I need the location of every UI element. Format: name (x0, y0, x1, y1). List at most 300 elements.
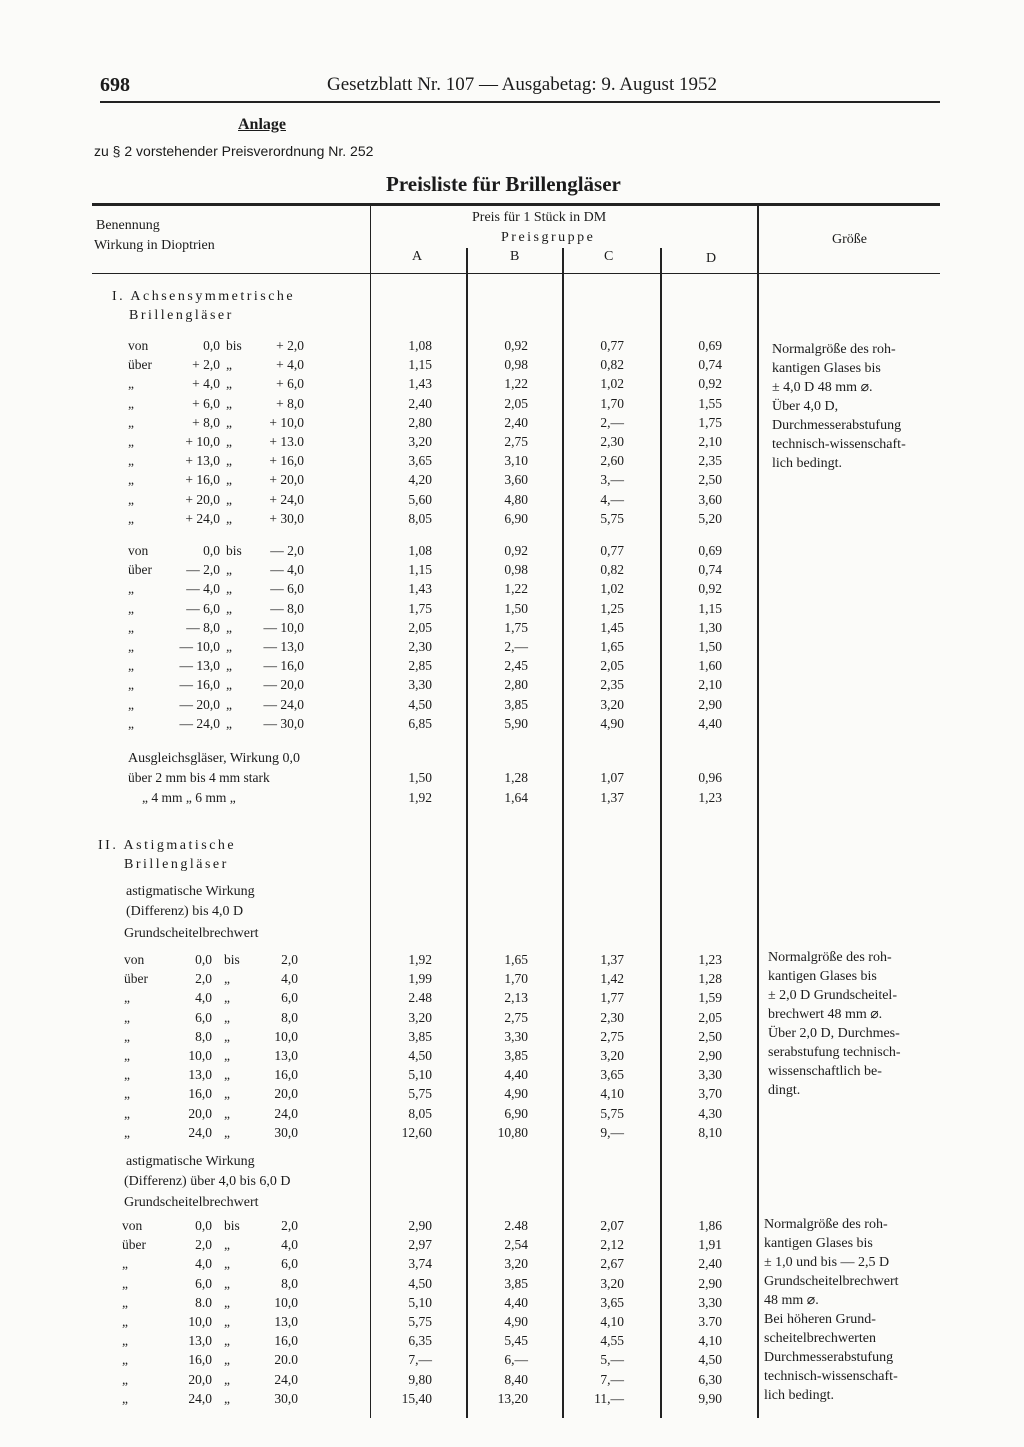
range-from: + 2,0 (192, 357, 220, 373)
range-mid: „ (224, 971, 230, 987)
price-cell: 0,74 (698, 357, 722, 373)
note-line: wissenschaftlich be- (768, 1064, 882, 1079)
col-header-c: C (604, 249, 614, 264)
price-cell: 1,64 (504, 789, 528, 805)
table-header-rule (92, 273, 940, 274)
price-cell: 5,10 (408, 1067, 432, 1083)
price-cell: 5,75 (600, 1105, 624, 1121)
price-cell: 1,45 (600, 619, 624, 635)
price-cell: 0,82 (600, 357, 624, 373)
price-cell: 1,92 (408, 789, 432, 805)
price-cell: 2,— (600, 414, 624, 430)
range-mid: „ (224, 1390, 230, 1406)
range-to: 8,0 (281, 1275, 298, 1291)
price-cell: 3,30 (408, 677, 432, 693)
note-line: Grundscheitelbrechwert (764, 1274, 899, 1289)
range-to: + 30,0 (269, 510, 304, 526)
price-cell: 2,54 (504, 1237, 528, 1253)
range-mid: „ (224, 1294, 230, 1310)
range-prefix: „ (124, 1105, 130, 1121)
range-to: 30,0 (274, 1390, 298, 1406)
range-prefix: „ (128, 453, 134, 469)
price-cell: 2,07 (600, 1218, 624, 1233)
range-from: — 2,0 (186, 562, 220, 578)
range-from: 20,0 (188, 1371, 212, 1387)
price-cell: 7,— (408, 1352, 432, 1368)
price-cell: 4,55 (600, 1333, 624, 1349)
range-prefix: „ (128, 619, 134, 635)
range-to: + 6,0 (276, 376, 304, 392)
range-prefix: „ (124, 1124, 130, 1140)
price-cell: 2,10 (698, 434, 722, 449)
range-mid: „ (224, 1371, 230, 1387)
price-cell: 8,05 (408, 1105, 432, 1121)
range-mid: „ (226, 453, 232, 469)
price-cell: 1,92 (408, 952, 432, 967)
note-line: serabstufung technisch- (768, 1045, 901, 1060)
range-mid: „ (226, 491, 232, 507)
price-cell: 6,85 (408, 715, 432, 731)
range-to: 20.0 (274, 1352, 298, 1368)
range-prefix: „ (122, 1390, 128, 1406)
price-cell: 3,65 (600, 1294, 624, 1310)
col-header-d: D (706, 251, 717, 266)
range-to: + 10,0 (269, 414, 304, 430)
document-title: Preisliste für Brillengläser (386, 172, 621, 196)
range-from: + 4,0 (192, 376, 220, 392)
range-to: 2,0 (281, 1218, 298, 1233)
range-from: 13,0 (188, 1067, 212, 1083)
range-from: — 16,0 (179, 677, 220, 693)
price-cell: 1,42 (600, 971, 624, 987)
price-cell: 0,98 (504, 562, 528, 578)
price-cell: 1,50 (698, 639, 722, 654)
price-cell: 3,20 (600, 1048, 624, 1063)
col-header-price: Preis für 1 Stück in DM (472, 210, 607, 225)
range-mid: „ (224, 1275, 230, 1291)
range-to: + 16,0 (269, 453, 304, 469)
price-cell: 4,40 (504, 1067, 528, 1083)
groupA-label-2: (Differenz) bis 4,0 D (126, 904, 244, 919)
range-prefix: über (128, 562, 152, 578)
price-cell: 6,90 (504, 510, 528, 526)
price-cell: 1,37 (600, 789, 624, 805)
price-cell: 1,15 (408, 562, 432, 578)
range-from: 0,0 (195, 952, 212, 967)
range-prefix: von (122, 1218, 143, 1233)
price-cell: 3,— (600, 472, 624, 488)
price-cell: 1,43 (408, 581, 432, 597)
note-line: technisch-wissenschaft- (764, 1369, 898, 1384)
section1-size-note (772, 340, 906, 473)
range-mid: bis (226, 338, 242, 353)
range-mid: „ (224, 1086, 230, 1102)
price-cell: 2,60 (600, 453, 624, 469)
price-cell: 1,70 (504, 971, 528, 987)
range-from: 20,0 (188, 1105, 212, 1121)
range-mid: „ (224, 1333, 230, 1349)
range-mid: „ (224, 1048, 230, 1063)
range-to: — 16,0 (263, 658, 304, 674)
note-line: Über 2,0 D, Durchmes- (768, 1026, 900, 1041)
range-mid: „ (226, 715, 232, 731)
col-rule-1 (370, 203, 371, 1418)
range-from: — 4,0 (186, 581, 220, 597)
range-from: 4,0 (195, 1256, 212, 1272)
range-mid: „ (226, 600, 232, 616)
range-from: 10,0 (188, 1048, 212, 1063)
price-cell: 5,— (600, 1352, 624, 1368)
range-from: 6,0 (195, 1009, 212, 1025)
price-cell: 2.48 (504, 1218, 528, 1233)
groupB-label-3: Grundscheitelbrechwert (124, 1195, 259, 1210)
range-prefix: „ (128, 658, 134, 674)
note-line: lich bedingt. (764, 1388, 834, 1403)
range-prefix: „ (128, 696, 134, 712)
price-cell: 0,77 (600, 338, 624, 353)
range-from: — 6,0 (186, 600, 220, 616)
range-prefix: „ (124, 1048, 130, 1063)
price-cell: 2,40 (408, 395, 432, 411)
price-cell: 1,75 (698, 414, 722, 430)
price-cell: 1,22 (504, 581, 528, 597)
range-prefix: „ (124, 1028, 130, 1044)
range-from: 10,0 (188, 1314, 212, 1329)
price-cell: 3,20 (600, 696, 624, 712)
range-to: — 10,0 (263, 619, 304, 635)
groupB-label-1: astigmatische Wirkung (126, 1154, 255, 1169)
range-from: + 6,0 (192, 395, 220, 411)
range-from: + 24,0 (185, 510, 220, 526)
groupB-size-note (764, 1215, 899, 1405)
price-cell: 4,10 (600, 1314, 624, 1329)
range-from: 8.0 (195, 1294, 212, 1310)
note-line: 48 mm ⌀. (764, 1293, 819, 1308)
range-prefix: „ (128, 491, 134, 507)
price-cell: 2,10 (698, 677, 722, 693)
range-to: 13,0 (274, 1048, 298, 1063)
price-cell: 1,15 (408, 357, 432, 373)
range-prefix: „ (128, 715, 134, 731)
price-cell: 2,90 (408, 1218, 432, 1233)
price-cell: 2,80 (504, 677, 528, 693)
price-cell: 6,35 (408, 1333, 432, 1349)
price-cell: 5,60 (408, 491, 432, 507)
price-cell: 3,20 (408, 434, 432, 449)
price-cell: 4,30 (698, 1105, 722, 1121)
price-cell: 1,43 (408, 376, 432, 392)
range-mid: „ (226, 376, 232, 392)
range-to: + 20,0 (269, 472, 304, 488)
price-cell: 1,50 (408, 770, 432, 785)
range-mid: „ (226, 639, 232, 654)
price-cell: 5,20 (698, 510, 722, 526)
range-to: 6,0 (281, 990, 298, 1006)
price-cell: 0,74 (698, 562, 722, 578)
price-cell: 2,90 (698, 696, 722, 712)
price-cell: 2,50 (698, 472, 722, 488)
price-cell: 5,90 (504, 715, 528, 731)
range-prefix: „ (122, 1294, 128, 1310)
range-prefix: „ (124, 1067, 130, 1083)
price-cell: 9,90 (698, 1390, 722, 1406)
section2-title-cont: Brillengläser (124, 857, 229, 872)
range-to: — 4,0 (270, 562, 304, 578)
price-cell: 1,60 (698, 658, 722, 674)
range-prefix: über (122, 1237, 146, 1253)
price-cell: 6,30 (698, 1371, 722, 1387)
price-cell: 3,85 (504, 1048, 528, 1063)
price-cell: 2,75 (504, 1009, 528, 1025)
price-cell: 1,02 (600, 376, 624, 392)
range-mid: „ (224, 1009, 230, 1025)
table-top-rule (92, 203, 940, 206)
note-line: ± 1,0 und bis — 2,5 D (764, 1255, 890, 1270)
range-to: + 8,0 (276, 395, 304, 411)
note-line: kantigen Glases bis (764, 1236, 873, 1251)
range-mid: „ (226, 414, 232, 430)
range-from: 4,0 (195, 990, 212, 1006)
range-to: — 8,0 (270, 600, 304, 616)
anlage-label: Anlage (238, 116, 286, 133)
price-cell: 3,65 (408, 453, 432, 469)
price-cell: 2,12 (600, 1237, 624, 1253)
note-line: lich bedingt. (772, 456, 842, 471)
range-from: 0,0 (195, 1218, 212, 1233)
range-to: — 30,0 (263, 715, 304, 731)
range-from: 6,0 (195, 1275, 212, 1291)
price-cell: 5,75 (408, 1086, 432, 1102)
price-cell: 0,92 (698, 581, 722, 597)
price-cell: 2,05 (408, 619, 432, 635)
range-mid: „ (224, 1237, 230, 1253)
ausgleich-label: über 2 mm bis 4 mm stark (128, 770, 270, 785)
price-cell: 2,85 (408, 658, 432, 674)
price-cell: 1,99 (408, 971, 432, 987)
range-to: 30,0 (274, 1124, 298, 1140)
price-cell: 2,05 (600, 658, 624, 674)
price-cell: 1,30 (698, 619, 722, 635)
range-from: + 8,0 (192, 414, 220, 430)
price-cell: 0,92 (698, 376, 722, 392)
range-mid: „ (224, 1067, 230, 1083)
price-cell: 1,75 (504, 619, 528, 635)
range-mid: „ (226, 562, 232, 578)
range-to: 10,0 (274, 1028, 298, 1044)
section2-title: II. Astigmatische (98, 838, 237, 853)
price-cell: 1,07 (600, 770, 624, 785)
range-from: + 13,0 (185, 453, 220, 469)
price-cell: 2,50 (698, 1028, 722, 1044)
note-line: dingt. (768, 1083, 801, 1098)
range-to: 4,0 (281, 1237, 298, 1253)
page-number: 698 (100, 74, 130, 96)
price-cell: 2,40 (698, 1256, 722, 1272)
price-cell: 0,98 (504, 357, 528, 373)
price-cell: 4,90 (504, 1086, 528, 1102)
col-rule-5 (757, 203, 759, 1418)
groupA-label-1: astigmatische Wirkung (126, 884, 255, 899)
range-from: 13,0 (188, 1333, 212, 1349)
ausgleich-label: Ausgleichsgläser, Wirkung 0,0 (128, 751, 301, 766)
range-prefix: „ (128, 434, 134, 449)
price-cell: 3.70 (698, 1314, 722, 1329)
note-line: kantigen Glases bis (768, 969, 877, 984)
range-from: + 20,0 (185, 491, 220, 507)
price-cell: 3,60 (504, 472, 528, 488)
note-line: ± 4,0 D 48 mm ⌀. (772, 380, 873, 395)
range-prefix: über (128, 357, 152, 373)
range-mid: „ (226, 696, 232, 712)
price-cell: 3,30 (698, 1067, 722, 1083)
price-cell: 2,90 (698, 1048, 722, 1063)
range-mid: „ (226, 677, 232, 693)
range-prefix: „ (128, 510, 134, 526)
range-mid: „ (224, 1028, 230, 1044)
note-line: Bei höheren Grund- (764, 1312, 876, 1327)
range-to: 10,0 (274, 1294, 298, 1310)
range-to: — 6,0 (270, 581, 304, 597)
price-cell: 3,74 (408, 1256, 432, 1272)
range-to: 24,0 (274, 1105, 298, 1121)
price-cell: 2,05 (698, 1009, 722, 1025)
range-from: 0,0 (203, 338, 220, 353)
range-from: — 20,0 (179, 696, 220, 712)
price-cell: 1,55 (698, 395, 722, 411)
range-to: — 20,0 (263, 677, 304, 693)
price-cell: 5,75 (408, 1314, 432, 1329)
price-cell: 1,91 (698, 1237, 722, 1253)
range-from: 24,0 (188, 1124, 212, 1140)
range-mid: „ (224, 1124, 230, 1140)
price-cell: 2,30 (600, 434, 624, 449)
price-cell: 3,85 (504, 696, 528, 712)
range-to: 24,0 (274, 1371, 298, 1387)
range-prefix: „ (128, 414, 134, 430)
range-prefix: „ (128, 600, 134, 616)
range-mid: „ (224, 1352, 230, 1368)
price-cell: 0,92 (504, 338, 528, 353)
price-cell: 5,45 (504, 1333, 528, 1349)
price-cell: 1,59 (698, 990, 722, 1006)
range-to: + 4,0 (276, 357, 304, 373)
price-cell: 2,35 (698, 453, 722, 469)
price-cell: 4,90 (600, 715, 624, 731)
range-prefix: „ (124, 990, 130, 1006)
range-from: — 10,0 (179, 639, 220, 654)
groupA-size-note (768, 948, 901, 1100)
price-cell: 2.48 (408, 990, 432, 1006)
price-cell: 3,20 (600, 1275, 624, 1291)
range-from: + 16,0 (185, 472, 220, 488)
col-header-a: A (412, 249, 423, 264)
price-cell: 1,23 (698, 789, 722, 805)
price-cell: 0,96 (698, 770, 722, 785)
price-cell: 1,23 (698, 952, 722, 967)
range-prefix: „ (122, 1352, 128, 1368)
price-cell: 4,50 (408, 696, 432, 712)
range-to: 4,0 (281, 971, 298, 987)
range-to: 20,0 (274, 1086, 298, 1102)
range-to: + 24,0 (269, 491, 304, 507)
range-prefix: „ (122, 1333, 128, 1349)
range-mid: „ (226, 510, 232, 526)
range-prefix: „ (128, 472, 134, 488)
price-cell: 2,05 (504, 395, 528, 411)
col-header-b: B (510, 249, 520, 264)
price-cell: 0,69 (698, 543, 722, 558)
range-from: — 13,0 (179, 658, 220, 674)
range-prefix: von (124, 952, 145, 967)
range-prefix: „ (128, 581, 134, 597)
price-cell: 5,10 (408, 1294, 432, 1310)
header-rule (100, 101, 940, 103)
price-cell: 4,— (600, 491, 624, 507)
note-line: Durchmesserabstufung (764, 1350, 894, 1365)
price-cell: 0,77 (600, 543, 624, 558)
note-line: Normalgröße des roh- (764, 1217, 888, 1232)
section1-title-cont: Brillengläser (129, 308, 234, 323)
price-cell: 9,80 (408, 1371, 432, 1387)
range-to: — 24,0 (263, 696, 304, 712)
range-to: 2,0 (281, 952, 298, 967)
range-mid: bis (224, 1218, 240, 1233)
col-header-wirkung: Wirkung in Dioptrien (94, 238, 215, 253)
price-cell: 10,80 (497, 1124, 528, 1140)
range-mid: „ (226, 619, 232, 635)
section1-title: I. Achsensymmetrische (112, 289, 296, 304)
range-prefix: „ (122, 1314, 128, 1329)
price-cell: 13,20 (497, 1390, 528, 1406)
groupB-label-2: (Differenz) über 4,0 bis 6,0 D (124, 1174, 291, 1189)
price-cell: 8,10 (698, 1124, 722, 1140)
price-cell: 2,75 (504, 434, 528, 449)
price-cell: 4,90 (504, 1314, 528, 1329)
price-cell: 0,92 (504, 543, 528, 558)
note-line: scheitelbrechwerten (764, 1331, 876, 1346)
price-cell: 15,40 (401, 1390, 432, 1406)
range-from: 24,0 (188, 1390, 212, 1406)
range-to: + 13.0 (269, 434, 304, 449)
price-cell: 2,35 (600, 677, 624, 693)
price-cell: 4,20 (408, 472, 432, 488)
note-line: ± 2,0 D Grundscheitel- (768, 988, 897, 1003)
note-line: Durchmesserabstufung (772, 418, 902, 433)
range-prefix: „ (128, 376, 134, 392)
price-cell: 0,69 (698, 338, 722, 353)
range-mid: „ (226, 357, 232, 373)
range-mid: „ (224, 1256, 230, 1272)
price-cell: 1,02 (600, 581, 624, 597)
range-mid: „ (224, 1105, 230, 1121)
range-from: 2,0 (195, 971, 212, 987)
range-from: 0,0 (203, 543, 220, 558)
price-cell: 4,10 (600, 1086, 624, 1102)
price-cell: 4,50 (408, 1275, 432, 1291)
range-to: 16,0 (274, 1333, 298, 1349)
price-cell: 1,08 (408, 338, 432, 353)
range-prefix: „ (128, 639, 134, 654)
range-prefix: „ (128, 677, 134, 693)
note-line: Normalgröße des roh- (772, 342, 896, 357)
price-cell: 3,85 (408, 1028, 432, 1044)
note-line: technisch-wissenschaft- (772, 437, 906, 452)
range-from: — 8,0 (186, 619, 220, 635)
price-cell: 1,25 (600, 600, 624, 616)
range-prefix: „ (124, 1086, 130, 1102)
price-cell: 2,75 (600, 1028, 624, 1044)
range-prefix: „ (128, 395, 134, 411)
